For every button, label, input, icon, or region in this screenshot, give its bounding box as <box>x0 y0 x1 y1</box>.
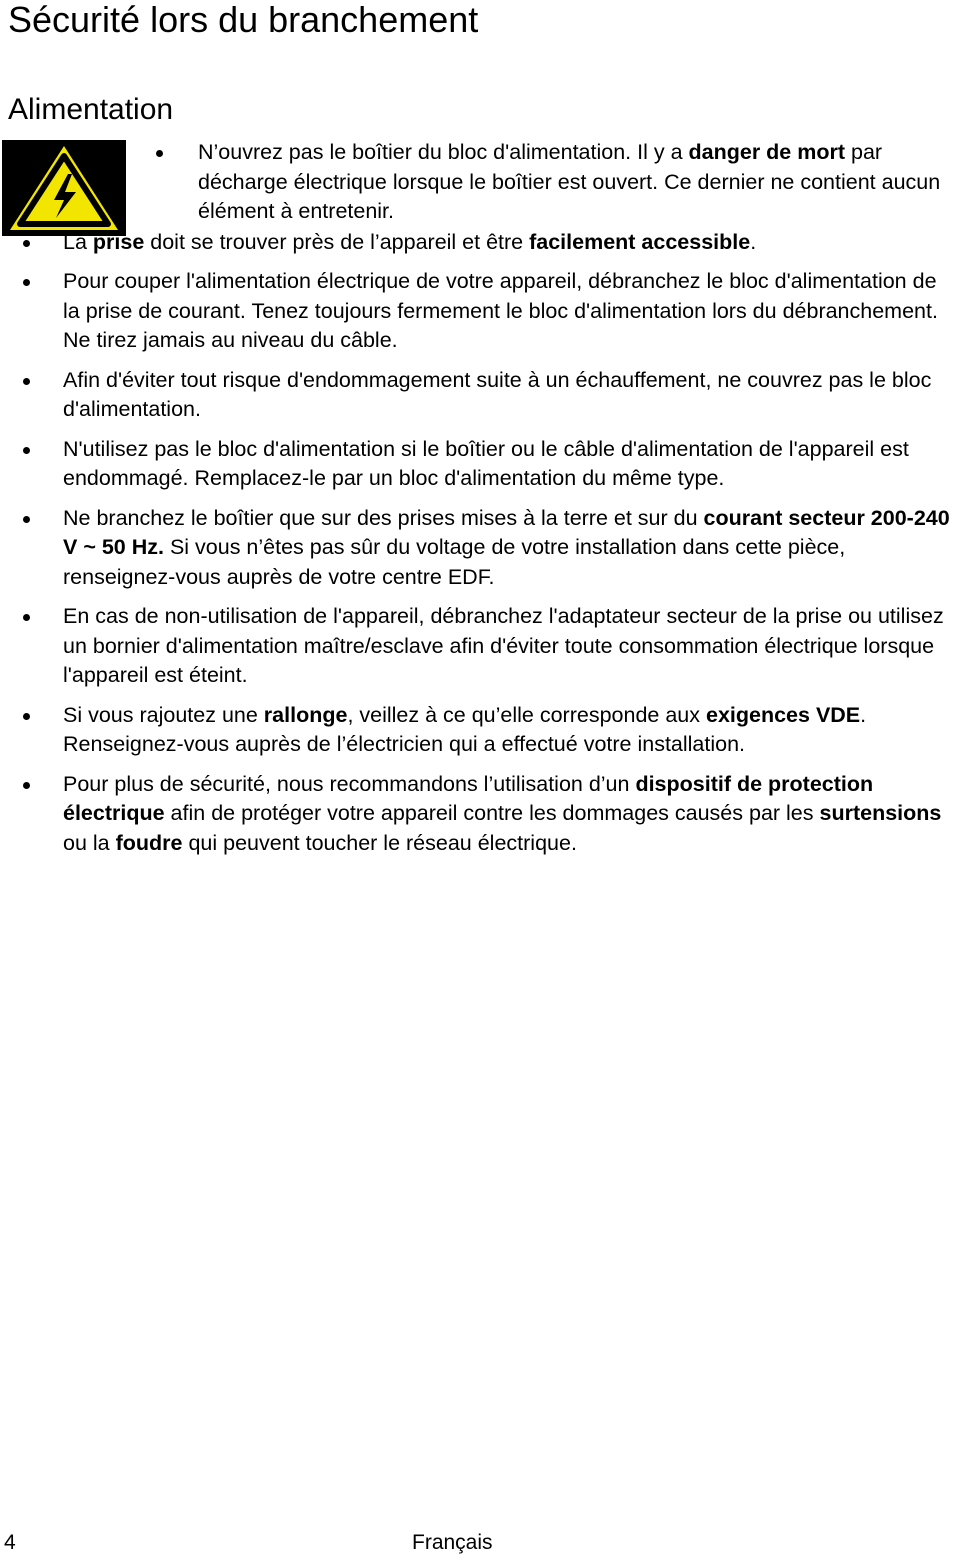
emphasized-text: courant secteur 200-240 V ~ 50 Hz. <box>63 505 950 559</box>
text-span: Si vous rajoutez une <box>63 702 264 727</box>
emphasized-text: danger de mort <box>688 140 846 164</box>
text-span: afin de protéger votre appareil contre les dommages causés par les <box>164 801 820 825</box>
text-span: La <box>63 229 93 254</box>
text-span: par décharge électrique lorsque le boîtier est ouvert. Ce dernier ne contient aucun élément à entretenir. <box>198 140 941 223</box>
text-span: Ne branchez le boîtier que sur des prises mises à la terre et sur du <box>63 505 704 530</box>
footer-language: Français <box>412 1531 493 1554</box>
list-item <box>0 504 960 593</box>
text-span: N'utilisez pas le bloc d'alimentation si le boîtier ou le câble d'alimentation de l'appareil est endommagé. Remplacez-le par un bloc d'alimentation du même type. <box>63 436 909 490</box>
text-span: , veillez à ce qu’elle corresponde aux <box>347 702 706 727</box>
list-item <box>0 602 960 691</box>
list-item <box>0 138 960 227</box>
safety-instructions-list <box>0 138 960 868</box>
text-span: En cas de non-utilisation de l'appareil, débranchez l'adaptateur secteur de la prise ou utilisez un bornier d'alimentation maître/esclave afin d'éviter toute consommation électrique lorsque l'appareil est éteint. <box>63 604 944 687</box>
emphasized-text: exigences VDE <box>705 702 861 727</box>
text-span: . <box>750 229 757 254</box>
list-item <box>0 770 960 859</box>
emphasized-text: rallonge <box>263 702 348 727</box>
text-span: Pour plus de sécurité, nous recommandons l’utilisation d’un <box>63 771 636 796</box>
emphasized-text: foudre <box>115 830 183 855</box>
list-item <box>0 267 960 356</box>
emphasized-text: prise <box>92 229 145 254</box>
text-span: Si vous n’êtes pas sûr du voltage de votre installation dans cette pièce, renseignez-vous auprès de votre centre EDF. <box>63 535 846 589</box>
text-span: doit se trouver près de l’appareil et être <box>144 229 530 254</box>
list-item <box>0 228 960 258</box>
emphasized-text: dispositif de protection électrique <box>63 771 874 825</box>
text-span: N’ouvrez pas le boîtier du bloc d'alimentation. Il y a <box>198 140 689 164</box>
text-span: . Renseignez-vous auprès de l’électricien qui a effectué votre installation. <box>63 702 867 756</box>
page-title: Sécurité lors du branchement <box>8 0 479 40</box>
emphasized-text: surtensions <box>819 801 942 825</box>
emphasized-text: facilement accessible <box>529 229 751 254</box>
text-span: Afin d'éviter tout risque d'endommagement suite à un échauffement, ne couvrez pas le bloc d'alimentation. <box>63 367 932 421</box>
text-span: qui peuvent toucher le réseau électrique. <box>182 830 577 855</box>
list-item <box>0 701 960 760</box>
text-span: Pour couper l'alimentation électrique de votre appareil, débranchez le bloc d'alimentation de la prise de courant. Tenez toujours fermement le bloc d'alimentation lors du débranchement. Ne tirez jamais au niveau du câble. <box>63 269 938 352</box>
list-item <box>0 435 960 494</box>
list-item <box>0 366 960 425</box>
text-span: ou la <box>63 830 116 855</box>
page-number: 4 <box>4 1531 16 1554</box>
section-title: Alimentation <box>8 93 174 126</box>
